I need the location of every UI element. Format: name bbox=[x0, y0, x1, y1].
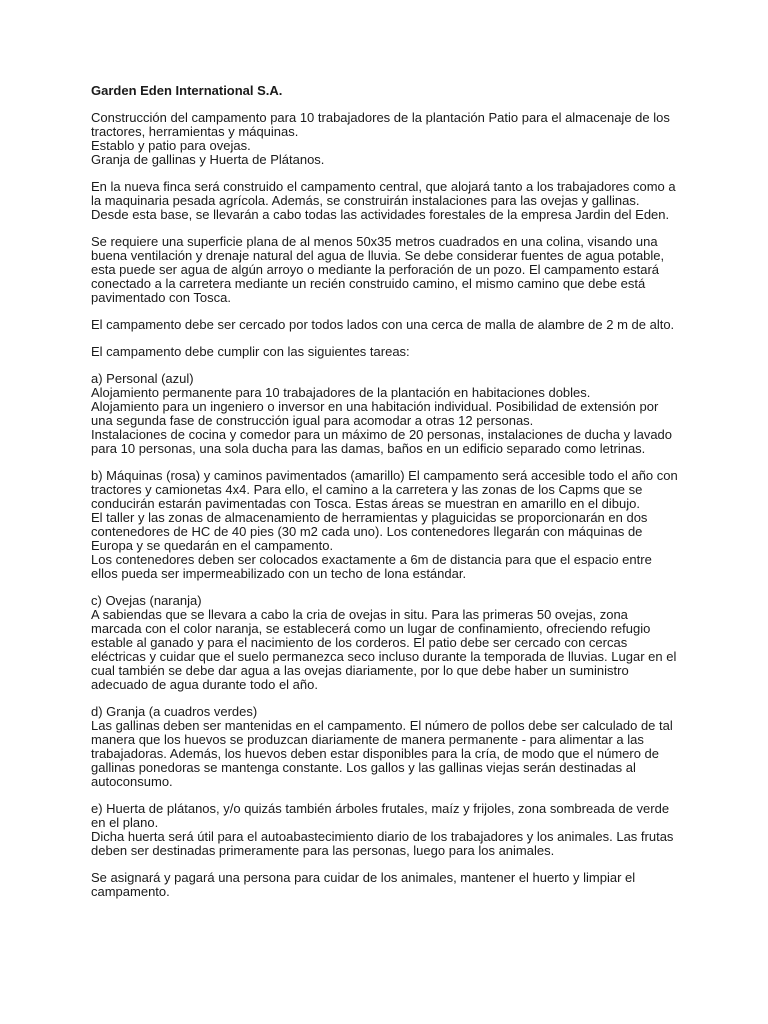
section-huerta bbox=[91, 802, 691, 858]
section-heading: c) Ovejas (naranja) bbox=[91, 593, 202, 608]
text-line: Los contenedores deben ser colocados exactamente a 6m de distancia para que el espacio entre bbox=[91, 552, 652, 567]
text-line: En la nueva finca será construido el campamento central, que alojará tanto a los trabajadores como a bbox=[91, 179, 676, 194]
text-line: Europa y se quedarán en el campamento. bbox=[91, 538, 334, 553]
text-line: gallinas ponedoras se mantenga constante. Los gallos y las gallinas viejas serán destinadas al bbox=[91, 760, 636, 775]
text-line: El taller y las zonas de almacenamiento de herramientas y plaguicidas se proporcionarán en dos bbox=[91, 510, 648, 525]
text-line: la maquinaria pesada agrícola. Además, se construirán instalaciones para las ovejas y gallinas. bbox=[91, 193, 640, 208]
text-line: eléctricas y cuidar que el suelo permanezca seco incluso durante la temporada de lluvias. Lugar en el bbox=[91, 649, 677, 664]
text-line: trabajadoras. Además, los huevos deben estar disponibles para la cría, de modo que el número de bbox=[91, 746, 660, 761]
paragraph-cerca bbox=[91, 318, 691, 332]
text-line: para 10 personas, una sola ducha para las damas, baños en un edificio separado como letrinas. bbox=[91, 441, 646, 456]
text-line: Alojamiento permanente para 10 trabajadores de la plantación en habitaciones dobles. bbox=[91, 385, 591, 400]
text-line: buena ventilación y drenaje natural del agua de lluvia. Se debe considerar fuentes de agua potable, bbox=[91, 248, 665, 263]
text-line: Dicha huerta será útil para el autoabastecimiento diario de los trabajadores y los animales. Las frutas bbox=[91, 829, 674, 844]
section-granja bbox=[91, 705, 691, 789]
text-line: Las gallinas deben ser mantenidas en el campamento. El número de pollos debe ser calculado de tal bbox=[91, 718, 673, 733]
text-line: esta puede ser agua de algún arroyo o mediante la perforación de un pozo. El campamento estará bbox=[91, 262, 660, 277]
text-line: en el plano. bbox=[91, 815, 159, 830]
text-line: campamento. bbox=[91, 884, 170, 899]
text-line: marcada con el color naranja, se establecerá como un lugar de confinamiento, ofreciendo refugio bbox=[91, 621, 651, 636]
text-line: cual también se debe dar agua a las ovejas diariamente, por lo que debe haber un suministro bbox=[91, 663, 629, 678]
text-line: deben ser destinadas primeramente para las personas, luego para los animales. bbox=[91, 843, 555, 858]
text-line: tractores y camionetas 4x4. Para ello, el camino a la carretera y las zonas de los Capms que se bbox=[91, 482, 643, 497]
text-line: A sabiendas que se llevara a cabo la cria de ovejas in situ. Para las primeras 50 ovejas, zona bbox=[91, 607, 628, 622]
text-line: conectado a la carretera mediante un recién construido camino, el mismo camino que debe está bbox=[91, 276, 646, 291]
section-maquinas bbox=[91, 469, 691, 581]
section-heading: d) Granja (a cuadros verdes) bbox=[91, 704, 258, 719]
text-line: Construcción del campamento para 10 trabajadores de la plantación Patio para el almacenaje de los bbox=[91, 110, 670, 125]
text-line: pavimentado con Tosca. bbox=[91, 290, 231, 305]
paragraph-superficie bbox=[91, 235, 691, 305]
text-line: ellos pueda ser impermeabilizado con un techo de lona estándar. bbox=[91, 566, 467, 581]
text-line: El campamento debe cumplir con las siguientes tareas: bbox=[91, 344, 410, 359]
text-line: una segunda fase de construcción igual para acomodar a otras 12 personas. bbox=[91, 413, 534, 428]
text-line: Alojamiento para un ingeniero o inversor en una habitación individual. Posibilidad de extensión por bbox=[91, 399, 659, 414]
paragraph-tareas bbox=[91, 345, 691, 359]
text-line: contenedores de HC de 40 pies (30 m2 cada uno). Los contenedores llegarán con máquinas de bbox=[91, 524, 643, 539]
text-line: autoconsumo. bbox=[91, 774, 173, 789]
text-line: tractores, herramientas y máquinas. bbox=[91, 124, 299, 139]
paragraph-cuidador bbox=[91, 871, 691, 899]
paragraph-finca bbox=[91, 180, 691, 222]
text-line: Se asignará y pagará una persona para cuidar de los animales, mantener el huerto y limpiar el bbox=[91, 870, 636, 885]
text-line: conducirán estarán pavimentadas con Tosca. Estas áreas se muestran en amarillo en el dibujo. bbox=[91, 496, 640, 511]
section-personal bbox=[91, 372, 691, 456]
document-page bbox=[91, 84, 691, 912]
text-line: El campamento debe ser cercado por todos lados con una cerca de malla de alambre de 2 m de alto. bbox=[91, 317, 675, 332]
section-heading: a) Personal (azul) bbox=[91, 371, 194, 386]
paragraph-intro bbox=[91, 111, 691, 167]
text-line: Desde esta base, se llevarán a cabo todas las actividades forestales de la empresa Jardin del Eden. bbox=[91, 207, 670, 222]
text-line: estable al ganado y para el nacimiento de los corderos. El patio debe ser cercado con cercas bbox=[91, 635, 628, 650]
text-line: Establo y patio para ovejas. bbox=[91, 138, 251, 153]
document-title: Garden Eden International S.A. bbox=[91, 83, 283, 98]
text-line: manera que los huevos se produzcan diariamente de manera permanente - para alimentar a las bbox=[91, 732, 644, 747]
section-heading: b) Máquinas (rosa) y caminos pavimentados (amarillo) El campamento será accesible todo el año con bbox=[91, 468, 678, 483]
text-line: adecuado de agua durante todo el año. bbox=[91, 677, 318, 692]
text-line: Instalaciones de cocina y comedor para un máximo de 20 personas, instalaciones de ducha y lavado bbox=[91, 427, 673, 442]
text-line: Se requiere una superficie plana de al menos 50x35 metros cuadrados en una colina, visando una bbox=[91, 234, 658, 249]
section-heading: e) Huerta de plátanos, y/o quizás también árboles frutales, maíz y frijoles, zona sombreada de verde bbox=[91, 801, 670, 816]
section-ovejas bbox=[91, 594, 691, 692]
text-line: Granja de gallinas y Huerta de Plátanos. bbox=[91, 152, 325, 167]
